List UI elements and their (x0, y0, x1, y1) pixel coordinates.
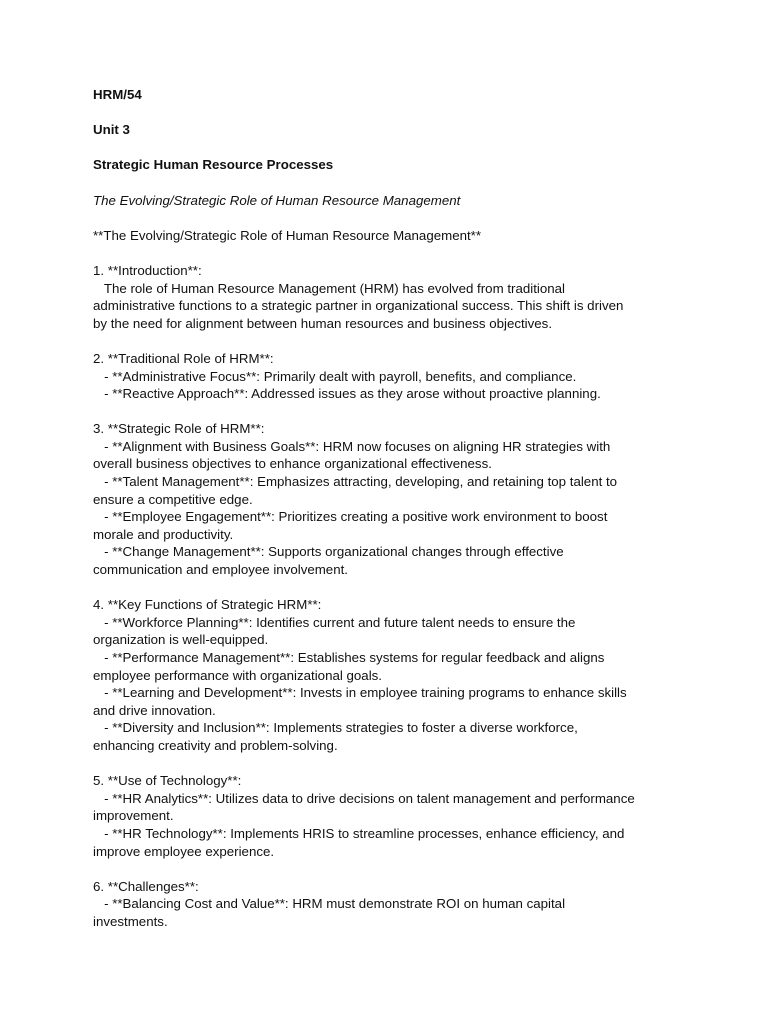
spacer (93, 139, 693, 157)
section-line: - **Change Management**: Supports organizational changes through effective (93, 544, 564, 560)
spacer (93, 244, 693, 262)
spacer (93, 104, 693, 122)
spacer (93, 860, 693, 878)
spacer (93, 209, 693, 227)
section-line: 5. **Use of Technology**: (93, 773, 242, 789)
section-strategic-role (93, 420, 693, 578)
section-challenges (93, 878, 693, 931)
document-subtitle: The Evolving/Strategic Role of Human Resource Management (93, 192, 461, 208)
section-line: - **Performance Management**: Establishes systems for regular feedback and aligns (93, 650, 605, 665)
course-code: HRM/54 (93, 87, 142, 102)
section-line: - **Learning and Development**: Invests in employee training programs to enhance skills (93, 685, 627, 701)
section-line: 3. **Strategic Role of HRM**: (93, 421, 265, 437)
section-line: 6. **Challenges**: (93, 878, 199, 894)
section-line: - **Workforce Planning**: Identifies current and future talent needs to ensure the (93, 614, 576, 630)
spacer (93, 403, 693, 421)
section-line: and drive innovation. (93, 702, 216, 718)
section-line: improvement. (93, 808, 174, 824)
section-line: - **HR Technology**: Implements HRIS to streamline processes, enhance efficiency, and (93, 825, 625, 841)
section-line: administrative functions to a strategic partner in organizational success. This shift is driven (93, 298, 624, 314)
section-introduction (93, 262, 693, 332)
spacer (93, 332, 693, 350)
section-line: communication and employee involvement. (93, 562, 348, 578)
section-line: organization is well-equipped. (93, 632, 269, 648)
section-line: - **Administrative Focus**: Primarily dealt with payroll, benefits, and compliance. (93, 368, 577, 384)
spacer (93, 579, 693, 597)
section-line: morale and productivity. (93, 526, 234, 542)
section-line: - **Employee Engagement**: Prioritizes creating a positive work environment to boost (93, 509, 608, 525)
section-line: by the need for alignment between human resources and business objectives. (93, 315, 553, 331)
section-line: - **HR Analytics**: Utilizes data to drive decisions on talent management and performance (93, 790, 635, 806)
section-line: improve employee experience. (93, 843, 275, 859)
section-line: - **Talent Management**: Emphasizes attracting, developing, and retaining top talent to (93, 474, 618, 490)
spacer (93, 174, 693, 192)
section-line: employee performance with organizational goals. (93, 667, 382, 683)
section-line: - **Diversity and Inclusion**: Implements strategies to foster a diverse workforce, (93, 720, 578, 736)
section-line: investments. (93, 913, 168, 929)
section-line: enhancing creativity and problem-solving. (93, 737, 338, 753)
document-title: Strategic Human Resource Processes (93, 157, 334, 173)
document-page (93, 86, 693, 931)
section-line: - **Reactive Approach**: Addressed issues as they arose without proactive planning. (93, 386, 601, 402)
section-line: - **Balancing Cost and Value**: HRM must demonstrate ROI on human capital (93, 896, 566, 912)
spacer (93, 755, 693, 773)
section-line: 1. **Introduction**: (93, 262, 202, 278)
section-line: overall business objectives to enhance organizational effectiveness. (93, 456, 492, 472)
section-line: The role of Human Resource Management (HRM) has evolved from traditional (93, 280, 566, 296)
section-technology (93, 772, 693, 860)
section-traditional-role (93, 350, 693, 403)
section-line: 2. **Traditional Role of HRM**: (93, 350, 274, 366)
section-key-functions (93, 596, 693, 754)
section-heading: **The Evolving/Strategic Role of Human Resource Management** (93, 227, 482, 243)
section-line: 4. **Key Functions of Strategic HRM**: (93, 597, 322, 613)
section-line: ensure a competitive edge. (93, 491, 253, 507)
section-line: - **Alignment with Business Goals**: HRM now focuses on aligning HR strategies with (93, 438, 611, 454)
unit-label: Unit 3 (93, 122, 130, 138)
